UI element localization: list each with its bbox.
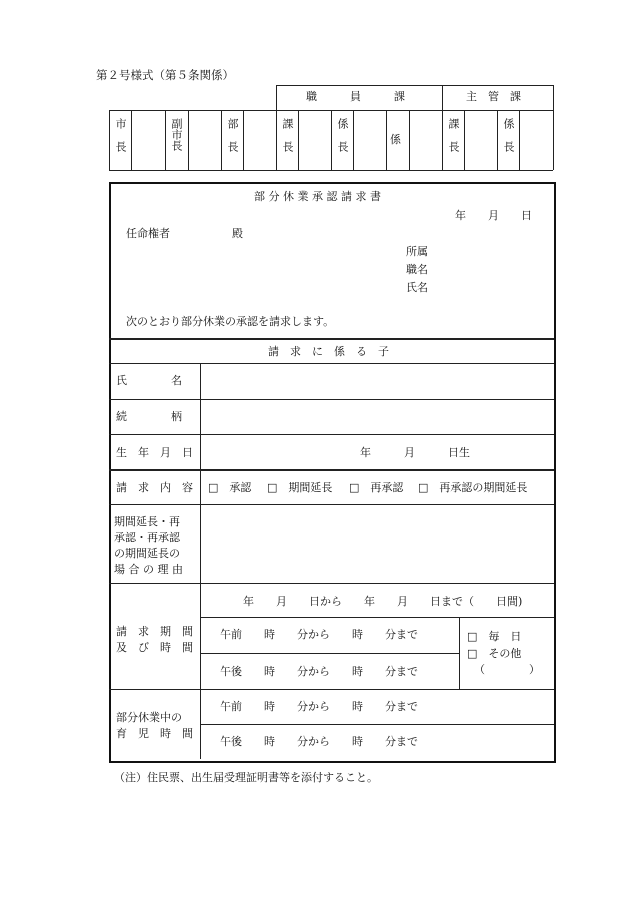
reason-field[interactable] [202,506,550,581]
frequency-daily-option[interactable]: □ 毎 日 [467,630,522,643]
birth-date-value[interactable]: 年 月 日生 [360,446,470,459]
stamp-cell-label: 係 [390,133,401,146]
stamp-cell-label: 市長 [114,118,127,164]
name-label: 氏名 [406,281,428,294]
addressee-label: 任命権者 [126,227,170,240]
period-am-row[interactable]: 午前 時 分から 時 分まで [220,628,418,641]
position-label: 職名 [406,263,428,276]
option-reapproval-extension[interactable]: □ 再承認の期間延長 [418,481,528,494]
childcare-am-row[interactable]: 午前 時 分から 時 分まで [220,700,418,713]
child-relation-label: 続 柄 [116,410,182,423]
shokuin-ka-header: 職 員 課 [306,90,405,103]
child-section-title: 請 求 に 係 る 子 [268,345,389,358]
option-approval[interactable]: □ 承認 [208,481,252,494]
period-label: 請 求 期 間 及 び 時 間 [116,625,193,654]
frequency-other-option[interactable]: □ その他 [467,647,522,660]
content-label: 請 求 内 容 [116,481,193,494]
child-name-field[interactable] [202,365,550,397]
stamp-cell-label: 課長 [281,118,294,164]
request-statement: 次のとおり部分休業の承認を請求します。 [126,315,335,328]
childcare-label: 部分休業中の 育 児 時 間 [116,711,193,740]
reason-label: 期間延長・再 承認・再承認 の期間延長の 場 合 の 理 由 [114,515,183,576]
birth-date-label: 生 年 月 日 [116,446,193,459]
stamp-cell-label: 係長 [502,118,515,164]
attachment-note: （注）住民票、出生届受理証明書等を添付すること。 [114,771,378,784]
stamp-cell-label: 副市長 [170,118,183,151]
affiliation-label: 所属 [406,245,428,258]
stamp-cell-label: 部長 [226,118,239,164]
child-name-label: 氏 名 [116,374,182,387]
childcare-pm-row[interactable]: 午後 時 分から 時 分まで [220,735,418,748]
frequency-other-detail[interactable]: （ ） [474,663,540,676]
form-number: 第２号様式（第５条関係） [96,68,234,82]
stamp-cell-label: 課長 [447,118,460,164]
period-pm-row[interactable]: 午後 時 分から 時 分まで [220,665,418,678]
child-relation-field[interactable] [202,401,550,433]
option-extension[interactable]: □ 期間延長 [267,481,333,494]
date-line: 年 月 日 [455,209,532,222]
shukan-ka-header: 主 管 課 [466,90,521,103]
stamp-cell-label: 係長 [336,118,349,164]
option-reapproval[interactable]: □ 再承認 [349,481,404,494]
period-date-range[interactable]: 年 月 日から 年 月 日まで（ 日間) [243,595,523,608]
form-title: 部 分 休 業 承 認 請 求 書 [254,190,381,203]
honorific: 殿 [232,227,243,240]
